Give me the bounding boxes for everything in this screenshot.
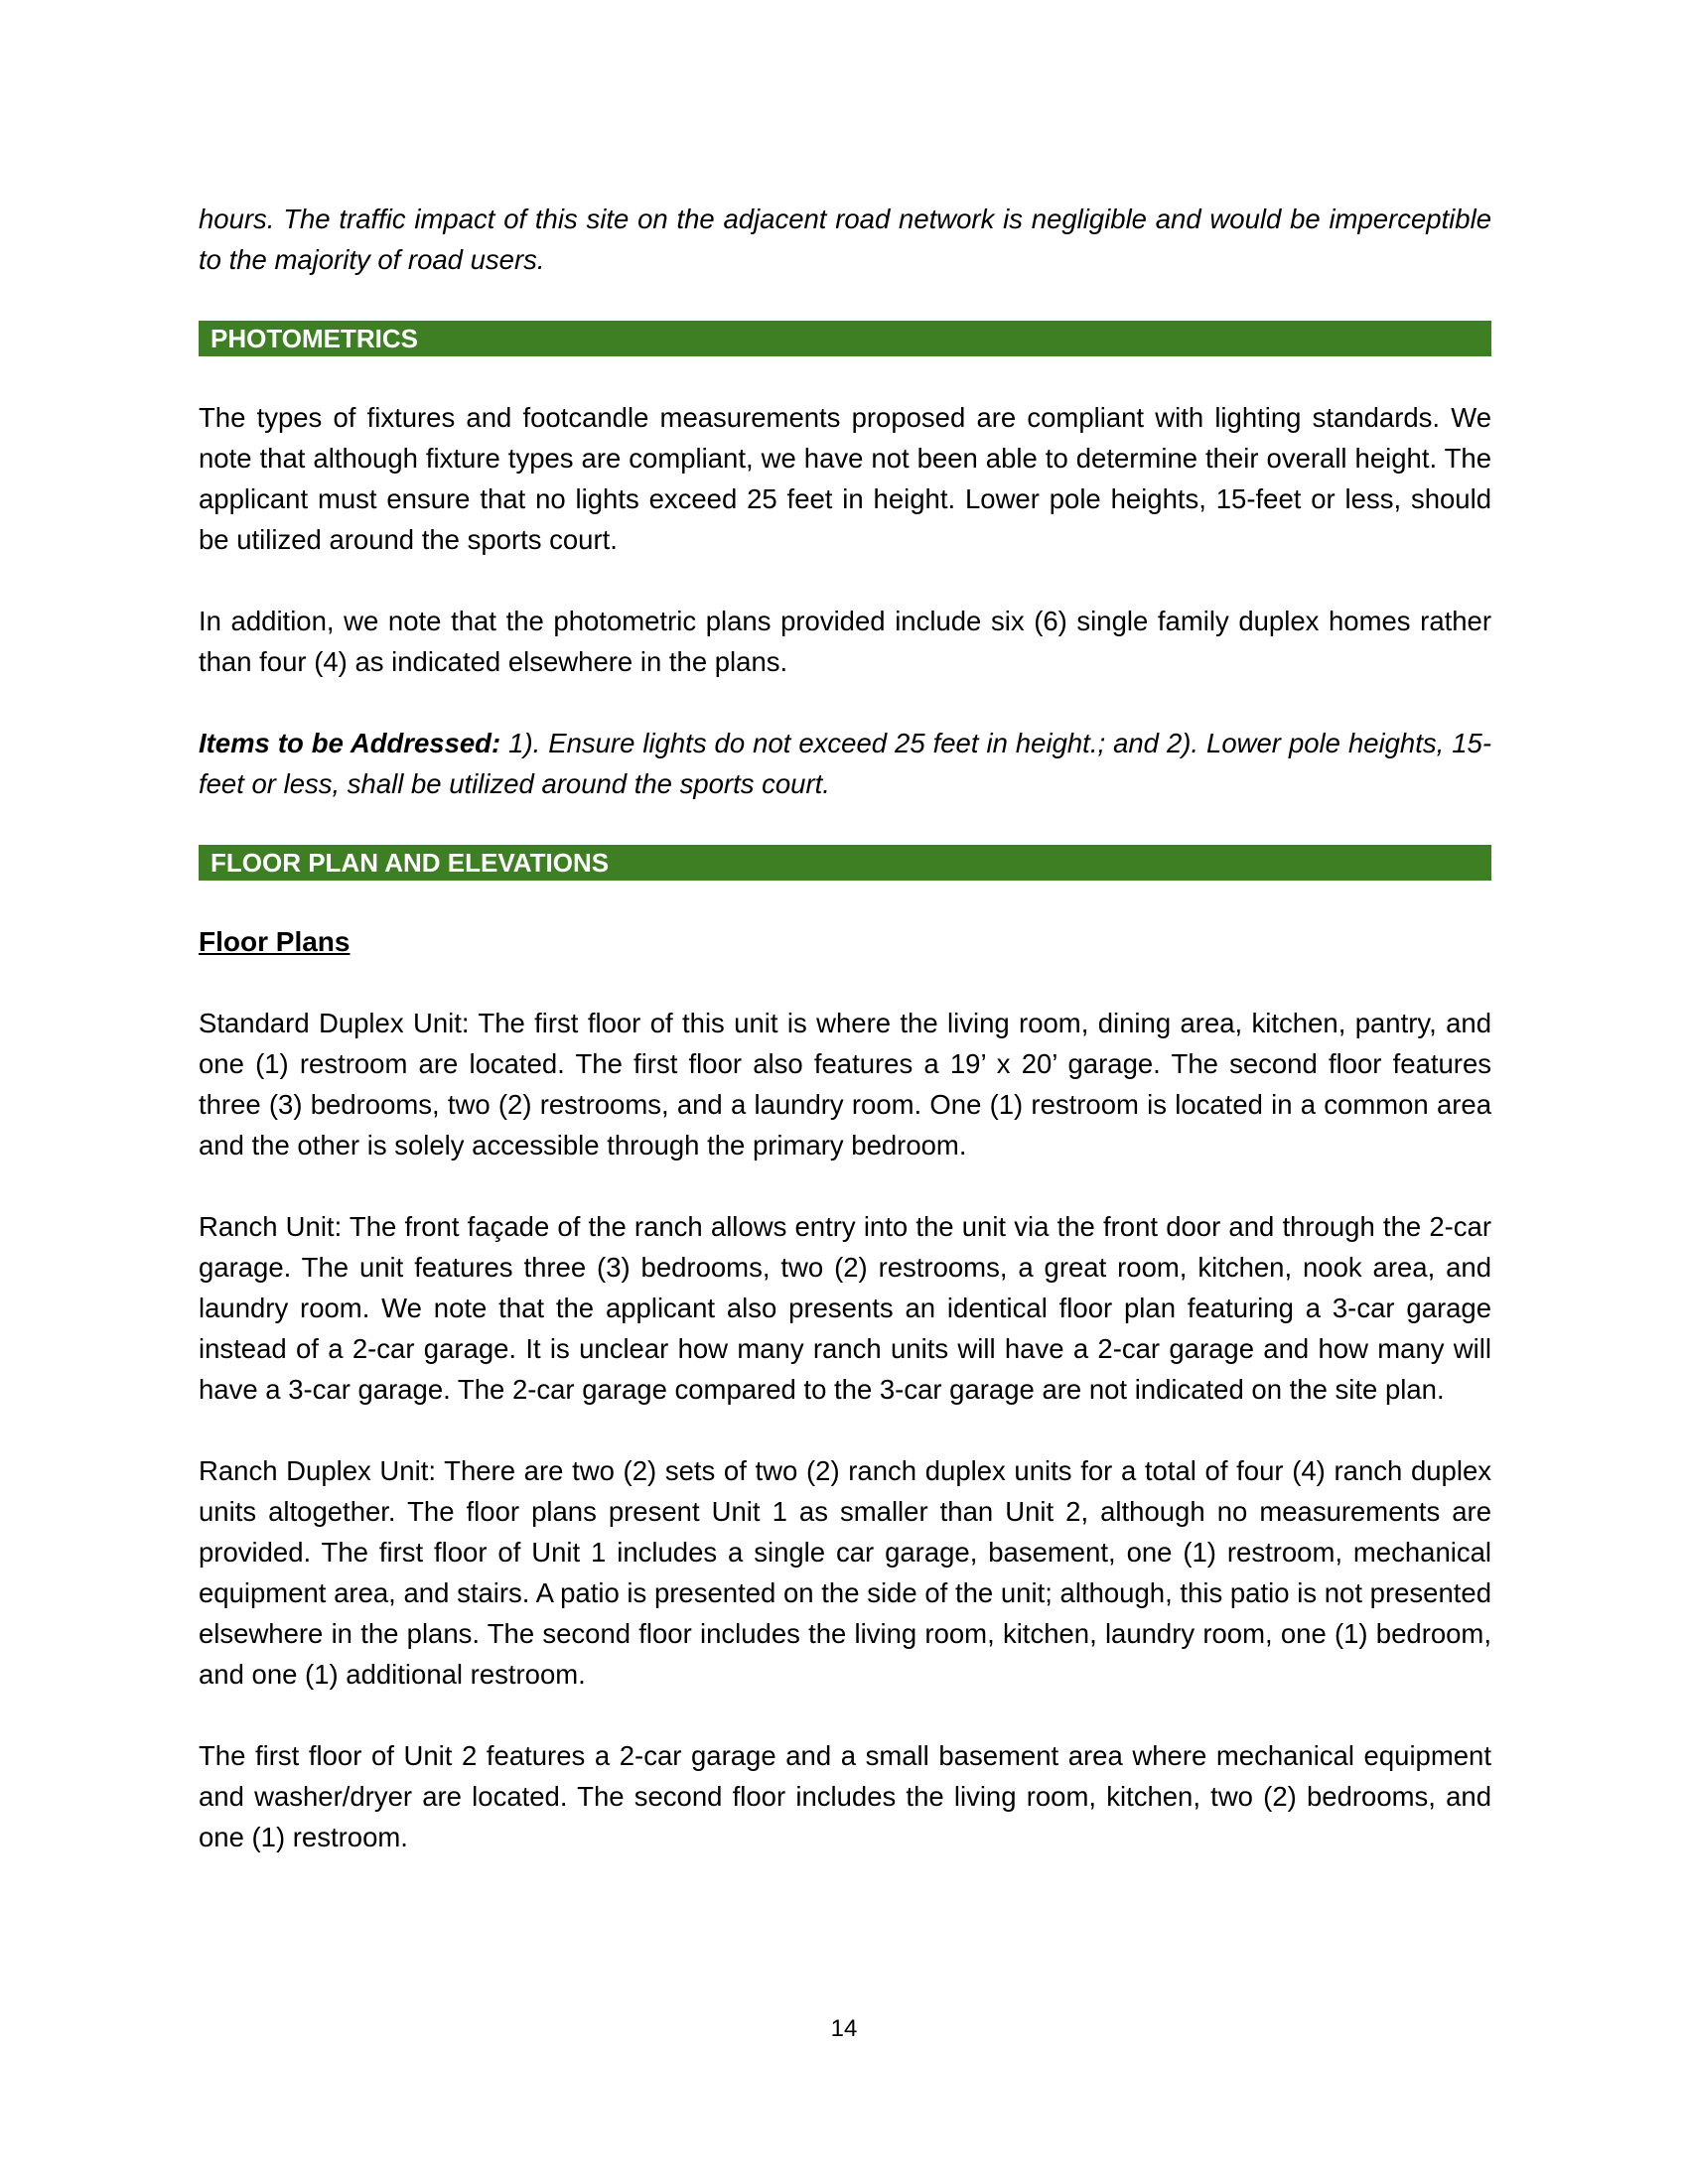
paragraph-spacer bbox=[199, 962, 1491, 1003]
paragraph-spacer bbox=[199, 1695, 1491, 1735]
ranch-duplex-paragraph: Ranch Duplex Unit: There are two (2) sets of two (2) ranch duplex units for a total of four (4) ranch duplex units altogether. The floor plans present Unit 1 as smaller than Unit 2, although no measurements are provided. The first floor of Unit 1 includes a single car garage, basement, one (1) restroom, mechanical equipment area, and stairs. A patio is presented on the side of the unit; although, this patio is not presented elsewhere in the plans. The second floor includes the living room, kitchen, laundry room, one (1) bedroom, and one (1) additional restroom. bbox=[199, 1455, 1491, 1690]
section-heading-floor-plan: FLOOR PLAN AND ELEVATIONS bbox=[199, 845, 1491, 881]
section-heading-photometrics: PHOTOMETRICS bbox=[199, 321, 1491, 356]
items-to-be-addressed-paragraph bbox=[199, 723, 1491, 804]
items-to-be-addressed-text: 1). Ensure lights do not exceed 25 feet in height.; and 2). Lower pole heights, 15-feet or less, shall be utilized around the sports court. bbox=[199, 728, 1492, 799]
paragraph-spacer bbox=[199, 682, 1491, 723]
floor-plans-subheading: Floor Plans bbox=[199, 926, 351, 957]
paragraph-spacer bbox=[199, 1165, 1491, 1206]
ranch-unit-paragraph: Ranch Unit: The front façade of the ranch allows entry into the unit via the front door and through the 2-car garage. The unit features three (3) bedrooms, two (2) restrooms, a great room, kitchen, nook area, and laundry room. We note that the applicant also presents an identical floor plan featuring a 3-car garage instead of a 2-car garage. It is unclear how many ranch units will have a 2-car garage and how many will have a 3-car garage. The 2-car garage compared to the 3-car garage are not indicated on the site plan. bbox=[199, 1211, 1491, 1405]
intro-paragraph: hours. The traffic impact of this site on the adjacent road network is negligible and would be imperceptible to the majority of road users. bbox=[199, 204, 1491, 275]
items-to-be-addressed-label: Items to be Addressed: bbox=[199, 728, 501, 758]
standard-duplex-paragraph: Standard Duplex Unit: The first floor of this unit is where the living room, dining area, kitchen, pantry, and one (1) restroom are located. The first floor also features a 19’ x 20’ garage. The second floor features three (3) bedrooms, two (2) restrooms, and a laundry room. One (1) restroom is located in a common area and the other is solely accessible through the primary bedroom. bbox=[199, 1008, 1491, 1160]
document-page bbox=[199, 199, 1491, 1857]
page-number: 14 bbox=[830, 2015, 858, 2042]
photometrics-paragraph-1: The types of fixtures and footcandle measurements proposed are compliant with lighting standards. We note that although fixture types are compliant, we have not been able to determine their overall height. The applicant must ensure that no lights exceed 25 feet in height. Lower pole heights, 15-feet or less, should be utilized around the sports court. bbox=[199, 402, 1491, 555]
photometrics-paragraph-2: In addition, we note that the photometric plans provided include six (6) single family duplex homes rather than four (4) as indicated elsewhere in the plans. bbox=[199, 606, 1491, 677]
paragraph-spacer bbox=[199, 1410, 1491, 1450]
paragraph-spacer bbox=[199, 560, 1491, 601]
unit-2-paragraph: The first floor of Unit 2 features a 2-car garage and a small basement area where mechanical equipment and washer/dryer are located. The second floor includes the living room, kitchen, two (2) bedrooms, and one (1) restroom. bbox=[199, 1740, 1491, 1852]
